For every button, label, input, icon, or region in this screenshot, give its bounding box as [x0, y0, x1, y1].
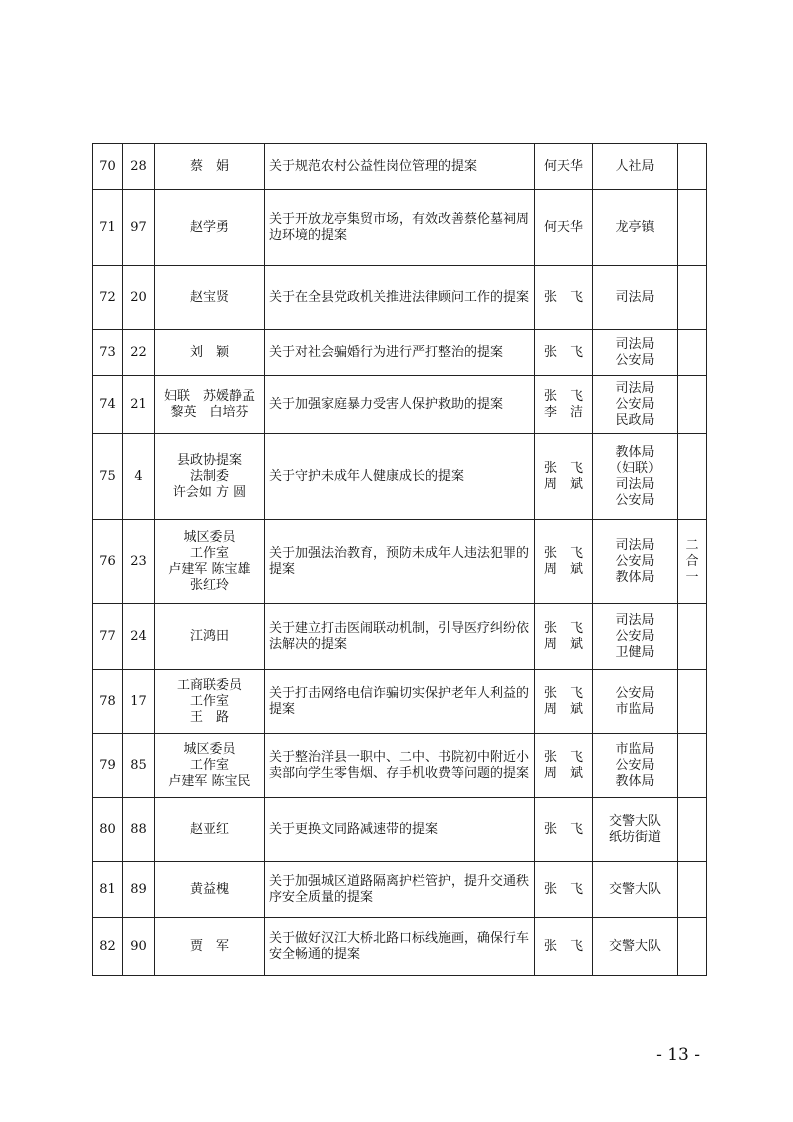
proposer-line: 江鸿田 — [189, 628, 229, 644]
handling-department-line: 交警大队 — [608, 938, 661, 954]
lead-official-line: 张 飞 — [543, 685, 583, 701]
remark — [678, 798, 707, 862]
handling-department-line: 人社局 — [615, 158, 655, 174]
proposer-line: 蔡 娟 — [189, 158, 229, 174]
proposer-line: 城区委员 — [183, 529, 236, 545]
proposal-number: 28 — [123, 144, 155, 190]
proposer — [155, 376, 265, 434]
lead-official-line: 李 洁 — [543, 404, 583, 420]
proposer-line: 工商联委员 — [176, 677, 242, 693]
handling-department-line: 市监局 — [615, 701, 655, 717]
proposer — [155, 918, 265, 976]
proposal-title: 关于打击网络电信诈骗切实保护老年人利益的提案 — [265, 670, 535, 734]
row-index: 80 — [93, 798, 123, 862]
proposer — [155, 330, 265, 376]
proposal-title: 关于整治洋县一职中、二中、书院初中附近小卖部向学生零售烟、存手机收费等问题的提案 — [265, 734, 535, 798]
lead-official — [535, 330, 593, 376]
proposer-line: 黎英 白培芬 — [170, 404, 249, 420]
proposer-line: 卢建军 陈宝雄 — [168, 561, 251, 577]
table-row — [93, 266, 707, 330]
proposal-table — [92, 143, 707, 976]
lead-official-line: 何天华 — [543, 158, 583, 174]
lead-official-line: 张 飞 — [543, 344, 583, 360]
handling-department-line: 司法局 — [615, 476, 655, 492]
proposal-title: 关于建立打击医闹联动机制，引导医疗纠纷依法解决的提案 — [265, 604, 535, 670]
proposal-table-body — [93, 144, 707, 976]
proposer-line: 贾 军 — [189, 938, 229, 954]
proposer-line: 工作室 — [189, 693, 229, 709]
proposal-title: 关于守护未成年人健康成长的提案 — [265, 434, 535, 520]
proposer-line: 赵亚红 — [189, 821, 229, 837]
handling-department — [593, 376, 678, 434]
proposer — [155, 520, 265, 604]
lead-official — [535, 376, 593, 434]
table-row — [93, 798, 707, 862]
handling-department-line: 公安局 — [615, 628, 655, 644]
handling-department — [593, 604, 678, 670]
proposal-number: 90 — [123, 918, 155, 976]
handling-department-line: 教体局 — [615, 569, 655, 585]
proposer-line: 卢建军 陈宝民 — [168, 773, 251, 789]
proposal-number: 17 — [123, 670, 155, 734]
handling-department — [593, 266, 678, 330]
table-row — [93, 520, 707, 604]
row-index: 74 — [93, 376, 123, 434]
lead-official-line: 张 飞 — [543, 881, 583, 897]
proposal-number: 88 — [123, 798, 155, 862]
remark — [678, 670, 707, 734]
handling-department — [593, 144, 678, 190]
lead-official — [535, 266, 593, 330]
remark-text: 二 合 一 — [685, 537, 699, 585]
proposer — [155, 604, 265, 670]
proposal-title: 关于做好汉江大桥北路口标线施画，确保行车安全畅通的提案 — [265, 918, 535, 976]
proposer-line: 赵宝贤 — [189, 289, 229, 305]
remark — [678, 330, 707, 376]
proposal-title: 关于规范农村公益性岗位管理的提案 — [265, 144, 535, 190]
handling-department-line: 公安局 — [615, 553, 655, 569]
handling-department-line: 卫健局 — [615, 644, 655, 660]
proposer — [155, 266, 265, 330]
lead-official-line: 张 飞 — [543, 938, 583, 954]
handling-department-line: 市监局 — [615, 741, 655, 757]
lead-official — [535, 190, 593, 266]
table-row — [93, 862, 707, 918]
table-row — [93, 918, 707, 976]
lead-official-line: 周 斌 — [543, 636, 583, 652]
remark — [678, 434, 707, 520]
lead-official — [535, 520, 593, 604]
proposal-title: 关于加强城区道路隔离护栏管护，提升交通秩序安全质量的提案 — [265, 862, 535, 918]
handling-department — [593, 798, 678, 862]
proposal-number: 4 — [123, 434, 155, 520]
proposal-number: 22 — [123, 330, 155, 376]
handling-department-line: 司法局 — [615, 289, 655, 305]
handling-department — [593, 330, 678, 376]
row-index: 73 — [93, 330, 123, 376]
proposal-number: 89 — [123, 862, 155, 918]
proposal-number: 24 — [123, 604, 155, 670]
proposer-line: 工作室 — [189, 545, 229, 561]
proposer-line: 张红玲 — [189, 577, 229, 593]
table-row — [93, 604, 707, 670]
lead-official-line: 周 斌 — [543, 476, 583, 492]
lead-official-line: 张 飞 — [543, 460, 583, 476]
proposal-number: 97 — [123, 190, 155, 266]
handling-department-line: 公安局 — [615, 396, 655, 412]
table-row — [93, 144, 707, 190]
handling-department-line: 司法局 — [615, 380, 655, 396]
table-row — [93, 434, 707, 520]
row-index: 77 — [93, 604, 123, 670]
table-row — [93, 190, 707, 266]
lead-official — [535, 670, 593, 734]
handling-department-line: 教体局 — [615, 773, 655, 789]
lead-official-line: 周 斌 — [543, 561, 583, 577]
handling-department — [593, 734, 678, 798]
proposal-number: 23 — [123, 520, 155, 604]
handling-department-line: 司法局 — [615, 537, 655, 553]
remark — [678, 604, 707, 670]
remark — [678, 734, 707, 798]
handling-department-line: （妇联） — [608, 460, 661, 476]
handling-department-line: 司法局 — [615, 336, 655, 352]
proposer — [155, 798, 265, 862]
row-index: 70 — [93, 144, 123, 190]
table-row — [93, 376, 707, 434]
lead-official-line: 张 飞 — [543, 620, 583, 636]
handling-department — [593, 190, 678, 266]
proposal-title: 关于在全县党政机关推进法律顾问工作的提案 — [265, 266, 535, 330]
page-number: - 13 - — [656, 1045, 700, 1065]
row-index: 76 — [93, 520, 123, 604]
proposer — [155, 670, 265, 734]
row-index: 71 — [93, 190, 123, 266]
table-row — [93, 734, 707, 798]
handling-department — [593, 670, 678, 734]
proposer-line: 赵学勇 — [189, 219, 229, 235]
handling-department-line: 交警大队 — [608, 881, 661, 897]
handling-department-line: 教体局 — [615, 444, 655, 460]
row-index: 81 — [93, 862, 123, 918]
lead-official-line: 周 斌 — [543, 765, 583, 781]
proposer-line: 法制委 — [189, 468, 229, 484]
lead-official — [535, 862, 593, 918]
handling-department-line: 公安局 — [615, 492, 655, 508]
proposer — [155, 144, 265, 190]
lead-official — [535, 144, 593, 190]
handling-department-line: 公安局 — [615, 757, 655, 773]
remark — [678, 190, 707, 266]
remark — [678, 862, 707, 918]
table-row — [93, 670, 707, 734]
handling-department-line: 司法局 — [615, 612, 655, 628]
handling-department — [593, 434, 678, 520]
proposer — [155, 862, 265, 918]
handling-department-line: 龙亭镇 — [615, 219, 655, 235]
proposer-line: 黄益槐 — [189, 881, 229, 897]
lead-official — [535, 798, 593, 862]
proposer-line: 工作室 — [189, 757, 229, 773]
proposer-line: 王 路 — [189, 709, 229, 725]
lead-official-line: 张 飞 — [543, 821, 583, 837]
proposal-number: 20 — [123, 266, 155, 330]
lead-official-line: 张 飞 — [543, 749, 583, 765]
remark — [678, 376, 707, 434]
row-index: 78 — [93, 670, 123, 734]
proposer-line: 城区委员 — [183, 741, 236, 757]
proposal-title: 关于加强法治教育，预防未成年人违法犯罪的提案 — [265, 520, 535, 604]
remark — [678, 918, 707, 976]
remark — [678, 144, 707, 190]
table-row — [93, 330, 707, 376]
lead-official-line: 张 飞 — [543, 545, 583, 561]
lead-official-line: 周 斌 — [543, 701, 583, 717]
proposal-number: 21 — [123, 376, 155, 434]
proposer — [155, 190, 265, 266]
handling-department-line: 民政局 — [615, 412, 655, 428]
proposal-title: 关于加强家庭暴力受害人保护救助的提案 — [265, 376, 535, 434]
proposer-line: 县政协提案 — [176, 452, 242, 468]
proposal-number: 85 — [123, 734, 155, 798]
lead-official-line: 张 飞 — [543, 289, 583, 305]
proposer — [155, 734, 265, 798]
lead-official — [535, 434, 593, 520]
row-index: 75 — [93, 434, 123, 520]
handling-department-line: 纸坊街道 — [608, 829, 661, 845]
row-index: 72 — [93, 266, 123, 330]
row-index: 82 — [93, 918, 123, 976]
row-index: 79 — [93, 734, 123, 798]
remark — [678, 520, 707, 604]
proposal-title: 关于更换文同路减速带的提案 — [265, 798, 535, 862]
proposer-line: 刘 颖 — [189, 344, 229, 360]
handling-department — [593, 520, 678, 604]
lead-official — [535, 918, 593, 976]
proposal-title: 关于对社会骗婚行为进行严打整治的提案 — [265, 330, 535, 376]
handling-department-line: 公安局 — [615, 685, 655, 701]
proposal-title: 关于开放龙亭集贸市场，有效改善蔡伦墓祠周边环境的提案 — [265, 190, 535, 266]
proposer — [155, 434, 265, 520]
lead-official — [535, 604, 593, 670]
remark — [678, 266, 707, 330]
handling-department-line: 公安局 — [615, 352, 655, 368]
handling-department-line: 交警大队 — [608, 813, 661, 829]
lead-official — [535, 734, 593, 798]
proposer-line: 妇联 苏媛静孟 — [163, 388, 255, 404]
lead-official-line: 张 飞 — [543, 388, 583, 404]
proposer-line: 许会如 方 圆 — [172, 484, 247, 500]
handling-department — [593, 862, 678, 918]
handling-department — [593, 918, 678, 976]
lead-official-line: 何天华 — [543, 219, 583, 235]
